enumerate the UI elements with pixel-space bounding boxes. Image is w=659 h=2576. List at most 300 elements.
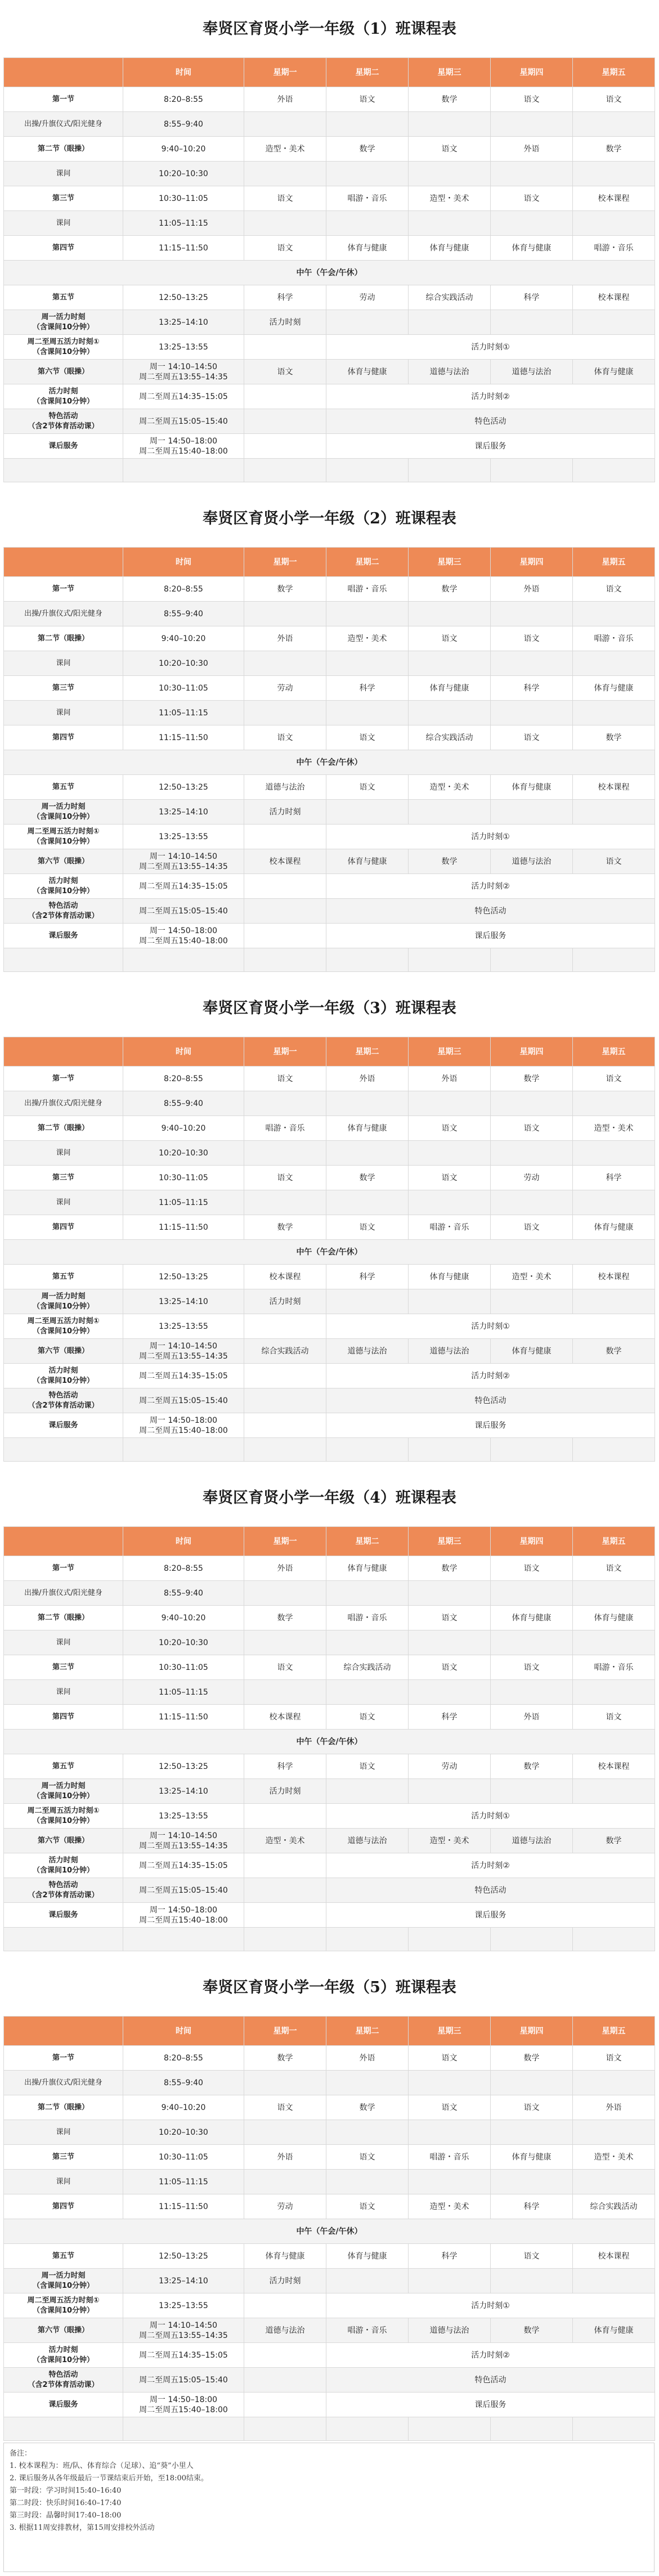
lesson-cell: 语文 [244,236,326,261]
period-label: 第六节（眼操） [4,1829,123,1853]
table-row [4,1413,655,1438]
table-row [4,2071,655,2095]
lesson-cell: 道德与法治 [491,1829,573,1853]
lesson-cell [244,1853,326,1878]
table-row [4,2269,655,2293]
lesson-cell [326,112,409,137]
lesson-cell [409,1581,491,1606]
lesson-cell [244,1091,326,1116]
header-weekday: 星期一 [244,1527,326,1556]
lesson-cell: 语文 [491,87,573,112]
lesson-cell [573,2269,655,2293]
schedule-title: 奉贤区育贤小学一年级（1）班课程表 [203,20,456,38]
lesson-cell [244,2071,326,2095]
table-row [4,924,655,948]
table-row [4,2095,655,2120]
lesson-cell: 语文 [244,1655,326,1680]
period-label: 第二节（眼操） [4,2095,123,2120]
period-label: 活力时刻 （含课间10分钟） [4,1853,123,1878]
table-row [4,285,655,310]
lesson-cell: 劳动 [244,676,326,701]
table-row [4,360,655,384]
lesson-cell: 劳动 [491,1166,573,1190]
header-weekday: 星期五 [573,1037,655,1067]
lesson-cell [573,602,655,626]
lesson-cell [573,1141,655,1166]
period-time: 周一 14:50–18:00 周二至周五15:40–18:00 [123,1413,244,1438]
lesson-cell: 校本课程 [573,2244,655,2269]
lesson-cell: 语文 [326,1754,409,1779]
period-time: 13:25–14:10 [123,310,244,335]
lesson-cell [409,2120,491,2145]
lesson-cell [409,1630,491,1655]
period-label: 活力时刻 （含课间10分钟） [4,384,123,409]
period-time: 12:50–13:25 [123,2244,244,2269]
lesson-cell: 校本课程 [573,775,655,800]
lesson-cell: 活力时刻 [244,2269,326,2293]
header-corner [4,548,123,577]
lesson-cell [326,1779,409,1804]
lesson-cell: 语文 [573,1705,655,1730]
lesson-cell: 校本课程 [244,1705,326,1730]
period-time: 9:40–10:20 [123,1606,244,1630]
period-label: 特色活动 （含2节体育活动课） [4,1878,123,1903]
lesson-cell: 语文 [409,137,491,162]
lesson-cell [244,2120,326,2145]
lesson-cell: 道德与法治 [326,1829,409,1853]
lesson-cell: 语文 [491,186,573,211]
period-time: 8:20–8:55 [123,1067,244,1091]
lesson-cell: 外语 [244,2145,326,2170]
lesson-cell: 道德与法治 [244,775,326,800]
activity-span-cell: 特色活动 [326,1388,655,1413]
period-time: 周一 14:10–14:50 周二至周五13:55–14:35 [123,2318,244,2343]
lesson-cell [573,1779,655,1804]
header-weekday: 星期四 [491,2017,573,2046]
schedule-section [0,979,659,1469]
period-time: 10:20–10:30 [123,162,244,186]
lesson-cell [573,701,655,725]
lesson-cell [326,1928,409,1951]
table-row [4,1116,655,1141]
period-label: 课间 [4,2170,123,2194]
period-label: 周一活力时刻 （含课间10分钟） [4,310,123,335]
period-time: 周二至周五15:05–15:40 [123,2368,244,2393]
header-weekday: 星期二 [326,1037,409,1067]
header-corner [4,1527,123,1556]
lesson-cell [409,2071,491,2095]
table-row [4,948,655,972]
lesson-cell [491,1091,573,1116]
lesson-cell [491,800,573,825]
period-label: 第二节（眼操） [4,1606,123,1630]
lesson-cell [573,1190,655,1215]
lesson-cell [409,310,491,335]
period-label: 课间 [4,701,123,725]
period-time: 周二至周五14:35–15:05 [123,1853,244,1878]
notes-line: 第一时段：学习时间15:40–16:40 [10,2487,122,2495]
header-weekday: 星期三 [409,58,491,87]
lesson-cell [409,1190,491,1215]
period-time: 12:50–13:25 [123,1265,244,1289]
lesson-cell: 语文 [409,1166,491,1190]
lesson-cell: 唱游・音乐 [573,236,655,261]
period-time: 13:25–13:55 [123,1314,244,1339]
lesson-cell [409,948,491,972]
table-row [4,384,655,409]
lesson-cell [491,1779,573,1804]
activity-span-cell: 活力时刻② [326,384,655,409]
lesson-cell [244,1928,326,1951]
header-weekday: 星期二 [326,548,409,577]
period-label: 特色活动 （含2节体育活动课） [4,2368,123,2393]
lesson-cell: 活力时刻 [244,1289,326,1314]
period-label: 第五节 [4,285,123,310]
schedule-title: 奉贤区育贤小学一年级（2）班课程表 [203,510,456,527]
period-time: 周一 14:10–14:50 周二至周五13:55–14:35 [123,360,244,384]
lesson-cell: 语文 [573,87,655,112]
lesson-cell: 语文 [326,2194,409,2219]
header-row [4,2017,655,2046]
lesson-cell: 语文 [326,725,409,750]
period-time: 13:25–14:10 [123,2269,244,2293]
lesson-cell [573,1928,655,1951]
period-time: 8:55–9:40 [123,2071,244,2095]
table-row [4,725,655,750]
lesson-cell: 语文 [491,1116,573,1141]
table-row [4,1289,655,1314]
period-label: 第二节（眼操） [4,137,123,162]
period-time: 10:30–11:05 [123,2145,244,2170]
lesson-cell [409,602,491,626]
period-time [123,1438,244,1462]
table-row [4,2318,655,2343]
period-time: 10:20–10:30 [123,2120,244,2145]
header-weekday: 星期三 [409,1527,491,1556]
lesson-cell [491,1680,573,1705]
table-row [4,1581,655,1606]
period-label: 周二至周五活力时刻① （含课间10分钟） [4,825,123,849]
lesson-cell: 道德与法治 [326,1339,409,1364]
header-weekday: 星期三 [409,548,491,577]
period-time [123,1928,244,1951]
lesson-cell: 语文 [244,1166,326,1190]
lesson-cell: 综合实践活动 [409,725,491,750]
period-time: 11:15–11:50 [123,725,244,750]
lesson-cell: 数学 [244,2046,326,2071]
table-row [4,1928,655,1951]
table-row [4,2219,655,2244]
lesson-cell [244,211,326,236]
table-row [4,1339,655,1364]
period-label: 第三节 [4,186,123,211]
lesson-cell [244,1438,326,1462]
period-label [4,2417,123,2441]
period-label: 出操/升旗仪式/阳光健身 [4,1581,123,1606]
lesson-cell: 语文 [409,1655,491,1680]
lesson-cell: 数学 [409,577,491,602]
lesson-cell [326,1289,409,1314]
lesson-cell: 语文 [326,87,409,112]
lesson-cell [573,162,655,186]
lesson-cell [244,2293,326,2318]
period-time: 9:40–10:20 [123,1116,244,1141]
lesson-cell [244,602,326,626]
header-weekday: 星期二 [326,58,409,87]
lesson-cell [409,1680,491,1705]
lesson-cell: 校本课程 [573,1754,655,1779]
period-time: 周一 14:50–18:00 周二至周五15:40–18:00 [123,2393,244,2417]
lesson-cell [326,1438,409,1462]
lesson-cell: 数学 [326,137,409,162]
period-time: 9:40–10:20 [123,137,244,162]
activity-span-cell: 活力时刻① [326,335,655,360]
lesson-cell [491,701,573,725]
lesson-cell [409,459,491,482]
lesson-cell: 体育与健康 [491,1606,573,1630]
lesson-cell [573,1581,655,1606]
table-row [4,1314,655,1339]
lesson-cell: 数学 [491,2046,573,2071]
lesson-cell [244,1413,326,1438]
lesson-cell [409,162,491,186]
period-label: 出操/升旗仪式/阳光健身 [4,1091,123,1116]
lesson-cell: 语文 [573,2046,655,2071]
table-row [4,1215,655,1240]
lesson-cell: 综合实践活动 [244,1339,326,1364]
period-time: 8:20–8:55 [123,1556,244,1581]
period-label: 课间 [4,651,123,676]
lesson-cell: 数学 [573,1829,655,1853]
lesson-cell: 科学 [573,1166,655,1190]
table-row [4,1779,655,1804]
lesson-cell: 校本课程 [573,186,655,211]
lesson-cell [326,800,409,825]
lesson-cell [244,1581,326,1606]
period-label: 第一节 [4,1556,123,1581]
header-row [4,1527,655,1556]
lesson-cell: 体育与健康 [326,1116,409,1141]
lesson-cell [491,1438,573,1462]
period-label: 第六节（眼操） [4,360,123,384]
notes-line: 1. 校本课程为：班/队、体育综合（足球）、追“葵”小里人 [10,2462,194,2470]
lesson-cell [244,2393,326,2417]
lesson-cell [491,651,573,676]
lesson-cell: 校本课程 [244,849,326,874]
table-row [4,750,655,775]
lesson-cell [409,2269,491,2293]
period-label: 课后服务 [4,924,123,948]
table-row [4,1655,655,1680]
period-label: 课间 [4,1680,123,1705]
header-weekday: 星期一 [244,548,326,577]
lesson-cell [573,2417,655,2441]
lesson-cell: 道德与法治 [244,2318,326,2343]
activity-span-cell: 课后服务 [326,2393,655,2417]
lesson-cell [409,1141,491,1166]
lesson-cell [244,1141,326,1166]
lesson-cell [573,1091,655,1116]
period-label: 第三节 [4,676,123,701]
period-label: 周二至周五活力时刻① （含课间10分钟） [4,1314,123,1339]
lesson-cell [326,602,409,626]
lesson-cell [409,1438,491,1462]
lesson-cell: 体育与健康 [491,2145,573,2170]
lesson-cell: 体育与健康 [409,1265,491,1289]
period-label: 第六节（眼操） [4,2318,123,2343]
lesson-cell [573,310,655,335]
table-row [4,1680,655,1705]
lesson-cell: 唱游・音乐 [573,626,655,651]
table-row [4,434,655,459]
period-time: 13:25–14:10 [123,1289,244,1314]
header-weekday: 星期四 [491,548,573,577]
period-label: 活力时刻 （含课间10分钟） [4,874,123,899]
table-row [4,2393,655,2417]
lesson-cell [244,1364,326,1388]
header-weekday: 星期五 [573,2017,655,2046]
lesson-cell: 语文 [409,1606,491,1630]
table-row [4,1067,655,1091]
activity-span-cell: 活力时刻② [326,1364,655,1388]
lesson-cell [244,924,326,948]
period-time: 11:05–11:15 [123,1190,244,1215]
lesson-cell: 科学 [491,676,573,701]
period-label: 出操/升旗仪式/阳光健身 [4,2071,123,2095]
period-time: 8:20–8:55 [123,87,244,112]
lesson-cell [244,1680,326,1705]
lesson-cell: 数学 [573,725,655,750]
lesson-cell: 数学 [244,577,326,602]
period-time: 8:55–9:40 [123,112,244,137]
notes-line: 2. 课后服务从各年级最后一节课结束后开始，至18:00结束。 [10,2474,208,2483]
lesson-cell: 造型・美术 [409,1829,491,1853]
header-time: 时间 [123,1037,244,1067]
table-row [4,775,655,800]
lesson-cell: 唱游・音乐 [409,2145,491,2170]
lesson-cell: 语文 [244,186,326,211]
lesson-cell: 体育与健康 [573,1606,655,1630]
period-time: 12:50–13:25 [123,775,244,800]
activity-span-cell: 活力时刻② [326,1853,655,1878]
period-time: 11:15–11:50 [123,2194,244,2219]
lesson-cell [409,211,491,236]
table-row [4,849,655,874]
period-time: 周二至周五15:05–15:40 [123,899,244,924]
lesson-cell [244,1630,326,1655]
period-label: 第一节 [4,1067,123,1091]
header-time: 时间 [123,58,244,87]
period-time: 8:55–9:40 [123,602,244,626]
lesson-cell [491,112,573,137]
header-weekday: 星期一 [244,58,326,87]
lesson-cell [326,1190,409,1215]
lesson-cell [409,1091,491,1116]
lesson-cell: 语文 [244,360,326,384]
header-weekday: 星期二 [326,1527,409,1556]
lesson-cell [409,1779,491,1804]
table-row [4,1265,655,1289]
lesson-cell: 体育与健康 [326,1556,409,1581]
lesson-cell: 数学 [326,2095,409,2120]
header-weekday: 星期一 [244,2017,326,2046]
lesson-cell: 造型・美术 [491,1265,573,1289]
table-row [4,335,655,360]
lesson-cell [326,2417,409,2441]
lesson-cell: 科学 [409,2244,491,2269]
lesson-cell [491,162,573,186]
lesson-cell: 唱游・音乐 [573,1655,655,1680]
period-time: 11:05–11:15 [123,211,244,236]
lesson-cell: 造型・美术 [573,1116,655,1141]
period-label: 第六节（眼操） [4,1339,123,1364]
table-row [4,2244,655,2269]
period-time: 周一 14:50–18:00 周二至周五15:40–18:00 [123,1903,244,1928]
lesson-cell: 数学 [409,1556,491,1581]
period-time: 10:20–10:30 [123,1141,244,1166]
lesson-cell: 造型・美术 [573,2145,655,2170]
table-row [4,1878,655,1903]
activity-span-cell: 活力时刻① [326,1804,655,1829]
table-row [4,1853,655,1878]
lesson-cell: 体育与健康 [573,676,655,701]
period-label: 课间 [4,162,123,186]
table-row [4,2417,655,2441]
header-time: 时间 [123,548,244,577]
period-time: 13:25–14:10 [123,800,244,825]
period-time: 周二至周五14:35–15:05 [123,2343,244,2368]
header-weekday: 星期五 [573,548,655,577]
lesson-cell [491,310,573,335]
table-row [4,874,655,899]
lesson-cell [409,112,491,137]
lesson-cell [244,1314,326,1339]
lesson-cell: 体育与健康 [409,236,491,261]
lesson-cell [326,1141,409,1166]
period-label: 课间 [4,1141,123,1166]
lesson-cell: 劳动 [244,2194,326,2219]
activity-span-cell: 活力时刻① [326,1314,655,1339]
activity-span-cell: 特色活动 [326,899,655,924]
period-label: 课间 [4,1630,123,1655]
lesson-cell [244,434,326,459]
noon-break-row: 中午（午会/午休） [4,261,655,285]
lesson-cell: 活力时刻 [244,800,326,825]
table-row [4,1388,655,1413]
lesson-cell: 语文 [409,2095,491,2120]
period-time: 11:15–11:50 [123,236,244,261]
period-time: 8:20–8:55 [123,2046,244,2071]
lesson-cell: 数学 [573,1339,655,1364]
period-time: 周一 14:10–14:50 周二至周五13:55–14:35 [123,849,244,874]
noon-break-row: 中午（午会/午休） [4,1730,655,1754]
table-row [4,1903,655,1928]
period-time: 10:20–10:30 [123,1630,244,1655]
schedule-table [3,2016,655,2441]
table-row [4,2046,655,2071]
lesson-cell: 数学 [409,87,491,112]
lesson-cell [491,211,573,236]
period-time: 11:05–11:15 [123,701,244,725]
lesson-cell: 外语 [409,1067,491,1091]
lesson-cell: 数学 [244,1606,326,1630]
lesson-cell: 体育与健康 [573,1215,655,1240]
lesson-cell [409,800,491,825]
lesson-cell [573,1289,655,1314]
period-label: 活力时刻 （含课间10分钟） [4,1364,123,1388]
lesson-cell [326,651,409,676]
lesson-cell: 唱游・音乐 [326,186,409,211]
